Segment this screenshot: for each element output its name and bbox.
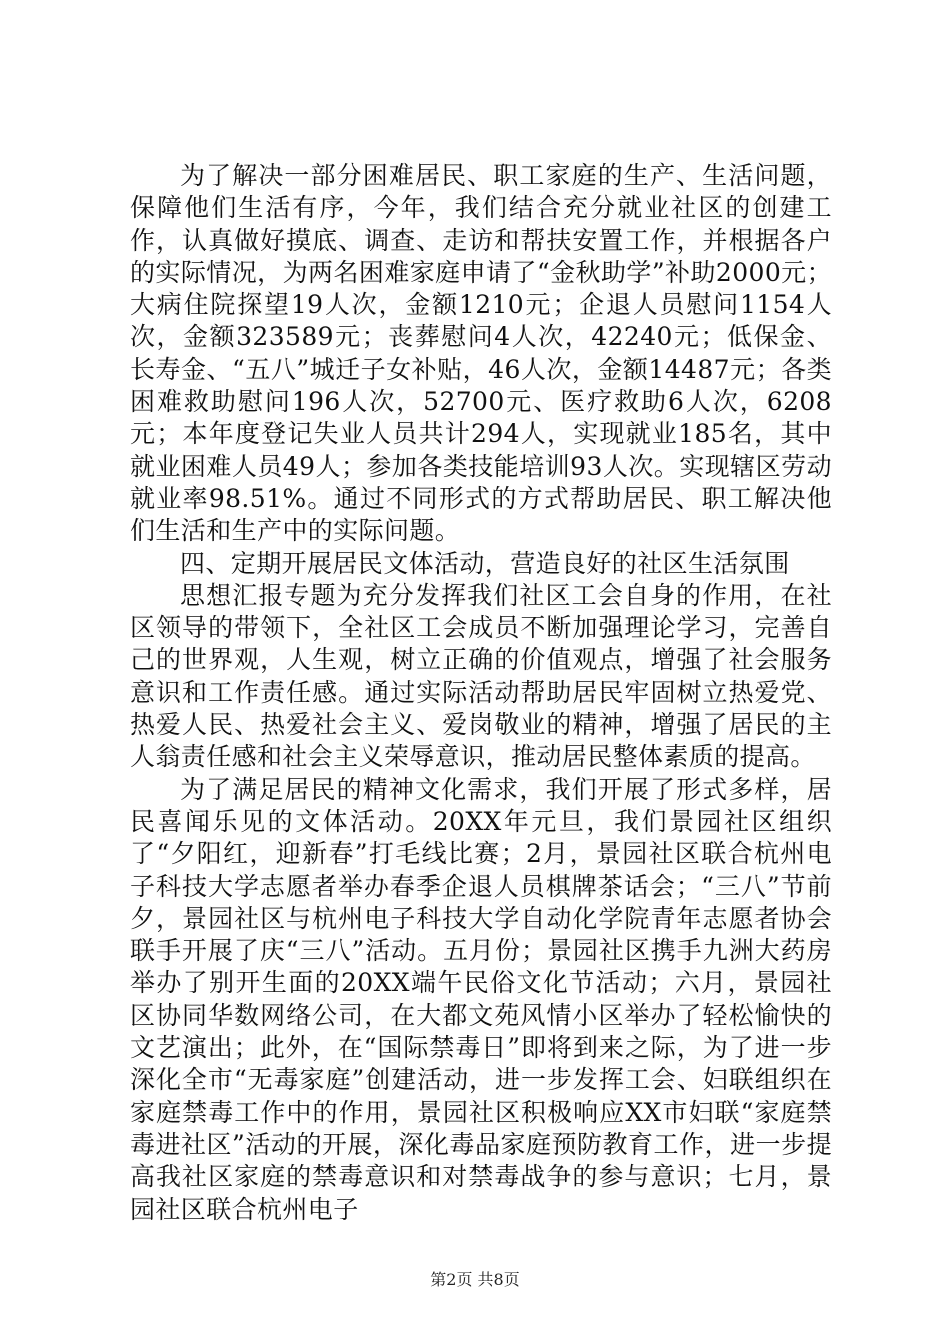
paragraph-activities-list: 为了满足居民的精神文化需求，我们开展了形式多样，居民喜闻乐见的文体活动。20XX年元旦，我们景园社区组织了“夕阳红，迎新春”打毛线比赛；2月，景园社区联合杭州电子科技大学志愿者举办春季企退人员棋牌茶话会；“三八”节前夕，景园社区与杭州电子科技大学自动化学院青年志愿者协会联手开展了庆“三八”活动。五月份；景园社区携手九洲大药房举办了别开生面的20XX端午民俗文化节活动；六月，景园社区协同华数网络公司，在大都文苑风情小区举办了轻松愉快的文艺演出；此外，在“国际禁毒日”即将到来之际，为了进一步深化全市“无毒家庭”创建活动，进一步发挥工会、妇联组织在家庭禁毒工作中的作用，景园社区积极响应XX市妇联“家庭禁毒进社区”活动的开展，深化毒品家庭预防教育工作，进一步提高我社区家庭的禁毒意识和对禁毒战争的参与意识；七月，景园社区联合杭州电子 — [130, 774, 832, 1224]
paragraph-union-role: 思想汇报专题为充分发挥我们社区工会自身的作用，在社区领导的带领下，全社区工会成员不断加强理论学习，完善自己的世界观，人生观，树立正确的价值观点，增强了社会服务意识和工作责任感。通过实际活动帮助居民牢固树立热爱党、热爱人民、热爱社会主义、爱岗敬业的精神，增强了居民的主人翁责任感和社会主义荣辱意识，推动居民整体素质的提高。 — [130, 580, 832, 772]
page-number-footer: 第2页 共8页 — [430, 1270, 520, 1289]
paragraph-assistance-summary: 为了解决一部分困难居民、职工家庭的生产、生活问题，保障他们生活有序，今年，我们结合充分就业社区的创建工作，认真做好摸底、调查、走访和帮扶安置工作，并根据各户的实际情况，为两名困难家庭申请了“金秋助学”补助2000元；大病住院探望19人次，金额1210元；企退人员慰问1154人次，金额323589元；丧葬慰问4人次，42240元；低保金、长寿金、“五八”城迁子女补贴，46人次，金额14487元；各类困难救助慰问196人次，52700元、医疗救助6人次，6208元；本年度登记失业人员共计294人，实现就业185名，其中就业困难人员49人；参加各类技能培训93人次。实现辖区劳动就业率98.51%。通过不同形式的方式帮助居民、职工解决他们生活和生产中的实际问题。 — [130, 161, 832, 546]
document-body — [130, 160, 832, 1226]
section-heading-cultural-activities: 四、定期开展居民文体活动，营造良好的社区生活氛围 — [180, 548, 790, 578]
